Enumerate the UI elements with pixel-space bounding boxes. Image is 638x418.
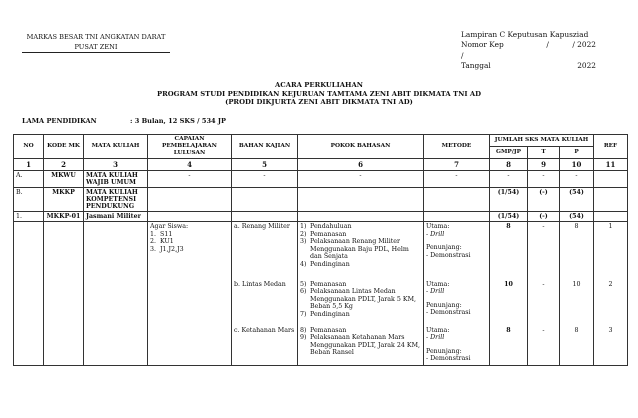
row-pokok — [298, 212, 424, 222]
col-mata-kuliah: MATA KULIAH — [84, 135, 148, 159]
pokok-bahasan — [298, 326, 424, 366]
metode-demo: - Demonstrasi — [426, 309, 471, 317]
row-ref — [594, 171, 628, 188]
metode-utama: Utama: — [426, 223, 450, 230]
row-mata-kuliah: Jasmani Militer — [84, 212, 148, 222]
sub-ref: 1 — [594, 222, 628, 280]
col-t: T — [528, 147, 560, 159]
row-capaian: - — [148, 171, 232, 188]
pokok-item: 6) Pelaksanaan Lintas Medan Menggunakan PDLT, Jarak 5 KM, Beban 5,5 Kg — [300, 288, 417, 311]
col-no: NO — [14, 135, 44, 159]
decree-reference — [461, 30, 596, 72]
col-p: P — [560, 147, 594, 159]
metode-drill: - Drill — [426, 334, 445, 342]
nomor-value: / / 2022 — [546, 40, 596, 50]
colnum: 9 — [528, 159, 560, 171]
col-metode: METODE — [424, 135, 490, 159]
table-row-b — [14, 188, 628, 212]
pokok-item: 5) Pemanasan — [300, 280, 347, 288]
sub-gmp: 8 — [490, 222, 528, 280]
tanggal-value: 2022 — [577, 61, 596, 71]
col-bahan: BAHAN KAJIAN — [232, 135, 298, 159]
bahan-kajian: b. Lintas Medan — [232, 280, 298, 326]
row-kode: MKWU — [44, 171, 84, 188]
lama-pendidikan — [22, 117, 227, 125]
document-title — [0, 81, 638, 107]
row-bahan: - — [232, 171, 298, 188]
col-capaian: CAPAIAN PEMBELAJARAN LULUSAN — [148, 135, 232, 159]
colnum: 5 — [232, 159, 298, 171]
title-line-3: (PRODI DIKJURTA ZENI ABIT DIKMATA TNI AD) — [225, 98, 413, 107]
metode-cell — [424, 326, 490, 366]
metode-demo: - Demonstrasi — [426, 355, 471, 363]
row-no: 1. — [14, 212, 44, 222]
row-p: - — [560, 171, 594, 188]
row-pokok — [298, 188, 424, 212]
row-t: (-) — [528, 188, 560, 212]
row-bahan — [232, 188, 298, 212]
sub-p: 8 — [560, 326, 594, 366]
metode-penunjang: Penunjang: — [426, 301, 462, 309]
metode-drill: - Drill — [426, 288, 445, 296]
pokok-item: 1) Pendahuluan — [300, 223, 352, 230]
row-kode: MKKP — [44, 188, 84, 212]
row-mata-kuliah: MATA KULIAH KOMPETENSI PENDUKUNG — [84, 188, 148, 212]
sub-gmp: 10 — [490, 280, 528, 326]
colnum: 8 — [490, 159, 528, 171]
row-ref — [594, 212, 628, 222]
lama-value: : 3 Bulan, 12 SKS / 534 JP — [130, 117, 227, 125]
row-gmp: (1/54) — [490, 212, 528, 222]
sub-p: 8 — [560, 222, 594, 280]
colnum: 3 — [84, 159, 148, 171]
colnum: 11 — [594, 159, 628, 171]
bahan-kajian: a. Renang Militer — [232, 222, 298, 280]
bahan-kajian: c. Ketahanan Mars — [232, 326, 298, 366]
metode-penunjang: Penunjang: — [426, 244, 462, 252]
row-p: (54) — [560, 188, 594, 212]
col-gmp: GMP/JP — [490, 147, 528, 159]
sub-p: 10 — [560, 280, 594, 326]
row-kode — [44, 222, 84, 366]
colnum: 10 — [560, 159, 594, 171]
capaian-intro: Agar Siswa: — [150, 223, 189, 230]
row-t: - — [528, 171, 560, 188]
capaian-item: 3. J1,J2,J3 — [150, 245, 184, 253]
row-capaian — [148, 188, 232, 212]
sub-gmp: 8 — [490, 326, 528, 366]
colnum: 6 — [298, 159, 424, 171]
pokok-item: 2) Pemanasan — [300, 230, 347, 238]
col-pokok: POKOK BAHASAN — [298, 135, 424, 159]
row-kode: MKKP-01 — [44, 212, 84, 222]
capaian-cell — [148, 222, 232, 366]
row-gmp: (1/54) — [490, 188, 528, 212]
sub-t: - — [528, 280, 560, 326]
col-ref: REF — [594, 135, 628, 159]
sub-row-renang — [14, 222, 628, 280]
sub-t: - — [528, 326, 560, 366]
colnum: 7 — [424, 159, 490, 171]
capaian-item: 2. KU1 — [150, 238, 174, 246]
metode-demo: - Demonstrasi — [426, 251, 471, 259]
colnum: 2 — [44, 159, 84, 171]
col-kode: KODE MK — [44, 135, 84, 159]
row-metode — [424, 212, 490, 222]
pokok-bahasan — [298, 222, 424, 280]
table-row-1 — [14, 212, 628, 222]
institution-header — [22, 32, 170, 53]
metode-utama: Utama: — [426, 326, 450, 334]
sub-ref: 2 — [594, 280, 628, 326]
pokok-item: 8) Pemanasan — [300, 326, 347, 334]
table-row-a — [14, 171, 628, 188]
pokok-bahasan — [298, 280, 424, 326]
title-line-2: PROGRAM STUDI PENDIDIKAN KEJURUAN TAMTAMA ZENI ABIT DIKMATA TNI AD — [156, 89, 482, 98]
row-no: B. — [14, 188, 44, 212]
row-no: A. — [14, 171, 44, 188]
row-no — [14, 222, 44, 366]
sub-t: - — [528, 222, 560, 280]
sub-ref: 3 — [594, 326, 628, 366]
institution-line-1: MARKAS BESAR TNI ANGKATAN DARAT — [26, 33, 166, 41]
colnum: 1 — [14, 159, 44, 171]
row-t: (-) — [528, 212, 560, 222]
pokok-item: 3) Pelaksanaan Renang Militer Menggunakan Baju PDL, Helm dan Senjata — [300, 238, 409, 261]
title-line-1: ACARA PERKULIAHAN — [275, 81, 363, 89]
nomor-label: Nomor Kep / — [461, 40, 504, 60]
colnum: 4 — [148, 159, 232, 171]
col-jumlah-sks: JUMLAH SKS MATA KULIAH — [490, 135, 594, 147]
metode-penunjang: Penunjang: — [426, 347, 462, 355]
metode-cell — [424, 222, 490, 280]
row-p: (54) — [560, 212, 594, 222]
lama-label: LAMA PENDIDIKAN — [22, 117, 97, 125]
row-mata-kuliah — [84, 222, 148, 366]
institution-line-2: PUSAT ZENI — [22, 42, 170, 53]
column-number-row — [14, 159, 628, 171]
row-pokok: - — [298, 171, 424, 188]
row-metode — [424, 188, 490, 212]
capaian-list — [150, 231, 229, 254]
capaian-item: 1. S11 — [150, 230, 173, 238]
lampiran-text: Lampiran C Keputusan Kapusziad — [461, 30, 589, 39]
row-mata-kuliah: MATA KULIAH WAJIB UMUM — [84, 171, 148, 188]
header-row — [14, 135, 628, 147]
pokok-item: 7) Pendinginan — [300, 310, 350, 318]
metode-drill: - Drill — [426, 230, 445, 238]
row-gmp: - — [490, 171, 528, 188]
tanggal-label: Tanggal — [461, 61, 491, 71]
row-capaian — [148, 212, 232, 222]
row-ref — [594, 188, 628, 212]
pokok-item: 4) Pendinginan — [300, 260, 350, 268]
curriculum-table — [13, 134, 628, 366]
row-bahan — [232, 212, 298, 222]
metode-utama: Utama: — [426, 280, 450, 288]
metode-cell — [424, 280, 490, 326]
row-metode: - — [424, 171, 490, 188]
pokok-item: 9) Pelaksanaan Ketahanan Mars Menggunakan PDLT, Jarak 24 KM, Beban Ransel — [300, 334, 421, 357]
